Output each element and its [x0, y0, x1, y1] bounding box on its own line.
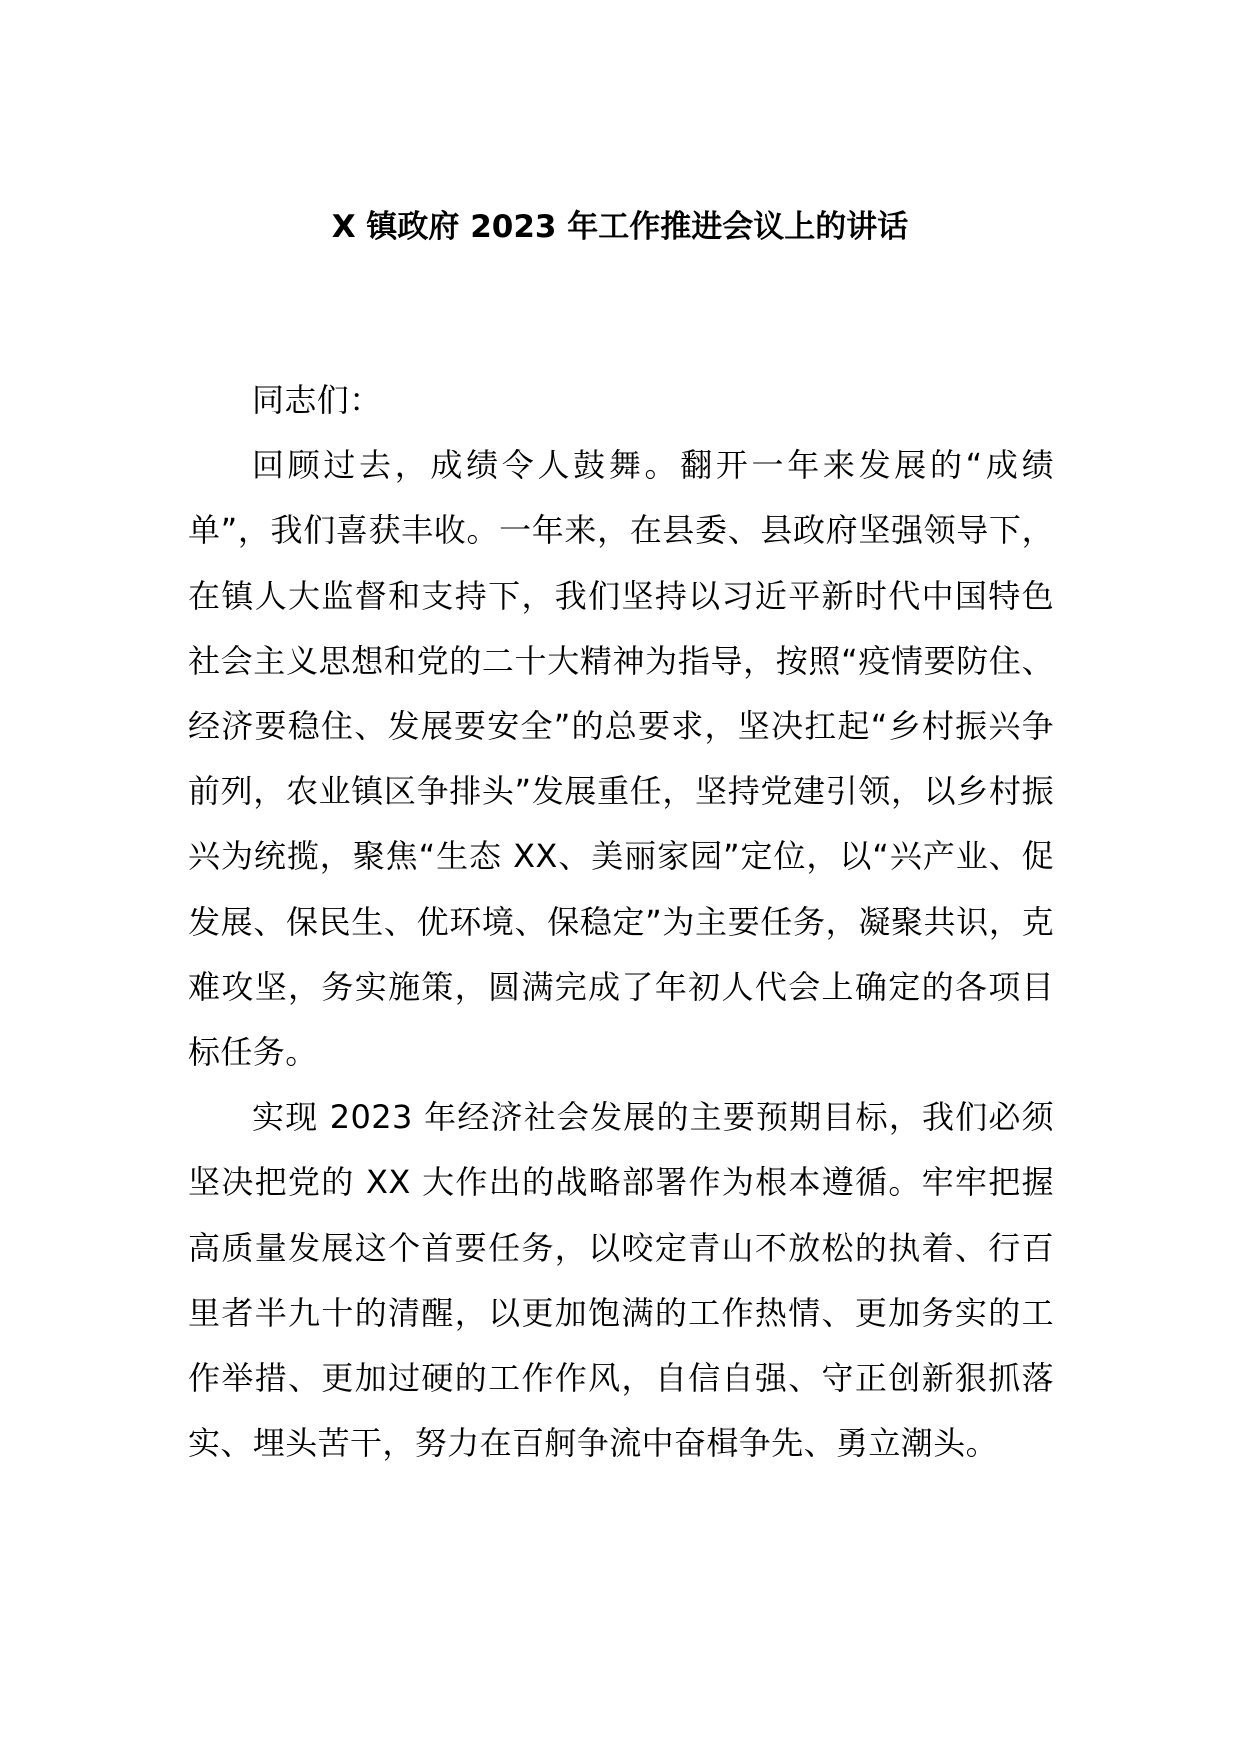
- salutation: 同志们：: [252, 381, 382, 419]
- paragraph-1: 回顾过去，成绩令人鼓舞。翻开一年来发展的“成绩单”，我们喜获丰收。一年来，在县委、县政府坚强领导下，在镇人大监督和支持下，我们坚持以习近平新时代中国特色社会主义思想和党的二十大精神为指导，按照“疫情要防住、经济要稳住、发展要安全”的总要求，坚决扛起“乡村振兴争前列，农业镇区争排头”发展重任，坚持党建引领，以乡村振兴为统揽，聚焦“生态 XX、美丽家园”定位，以“兴产业、促发展、保民生、优环境、保稳定”为主要任务，凝聚共识，克难攻坚，务实施策，圆满完成了年初人代会上确定的各项目标任务。: [188, 446, 1054, 1072]
- document-title: X 镇政府 2023 年工作推进会议上的讲话: [331, 209, 909, 245]
- paragraph-2: 实现 2023 年经济社会发展的主要预期目标，我们必须坚决把党的 XX 大作出的战略部署作为根本遵循。牢牢把握高质量发展这个首要任务，以咬定青山不放松的执着、行百里者半九十的清醒，以更加饱满的工作热情、更加务实的工作举措、更加过硬的工作作风，自信自强、守正创新狠抓落实、埋头苦干，努力在百舸争流中奋楫争先、勇立潮头。: [188, 1098, 1054, 1463]
- document-body: [188, 368, 1054, 1476]
